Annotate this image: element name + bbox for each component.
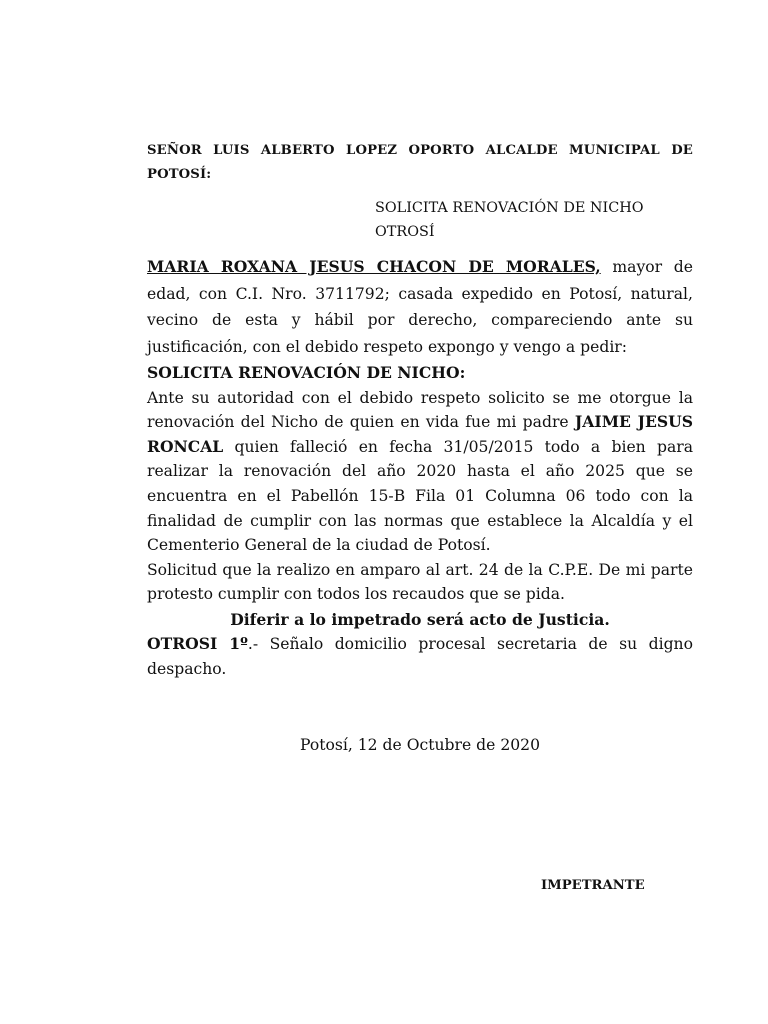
intro-paragraph [147,254,693,360]
legal-basis-paragraph: Solicitud que la realizo en amparo al art. 24 de la C.P.E. De mi parte protesto cumplir con todos los recaudos que se pida. [147,560,693,604]
signature-label: IMPETRANTE [541,878,645,893]
sumilla-line-1: SOLICITA RENOVACIÓN DE NICHO [375,200,644,216]
applicant-name: MARIA ROXANA JESUS CHACON DE MORALES, [147,257,601,276]
otrosi-label: OTROSI 1º [147,634,248,654]
addressee-heading: SEÑOR LUIS ALBERTO LOPEZ OPORTO ALCALDE MUNICIPAL DE POTOSÍ: [147,143,693,182]
section-title: SOLICITA RENOVACIÓN DE NICHO: [147,363,466,383]
otrosi-text: .- Señalo domicilio procesal secretaria de su digno despacho. [147,635,693,678]
otrosi-paragraph [147,632,693,681]
request-text-2: quien falleció en fecha 31/05/2015 todo a bien para realizar la renovación del año 2020 hasta el año 2025 que se encuentra en el Pabellón 15-B Fila 01 Columna 06 todo con la finalidad de cumplir con las normas que establece la Alcaldía y el Cementerio General de la ciudad de Potosí. [147,437,693,555]
place-date: Potosí, 12 de Octubre de 2020 [299,736,541,754]
intro-text: mayor de edad, con C.I. Nro. 3711792; casada expedido en Potosí, natural, vecino de esta y hábil por derecho, compareciendo ante su justificación, con el debido respeto expongo y vengo a pedir: [147,258,693,356]
deceased-name: JAIME JESUS RONCAL [147,412,693,456]
sumilla-line-2: OTROSÍ [375,224,435,240]
sumilla-block [375,196,644,244]
request-paragraph [147,386,693,558]
request-text-1: Ante su autoridad con el debido respeto solicito se me otorgue la renovación del Nicho de quien en vida fue mi padre [147,388,693,432]
document-body [147,254,693,681]
closing-request: Diferir a lo impetrado será acto de Justicia. [230,609,610,629]
